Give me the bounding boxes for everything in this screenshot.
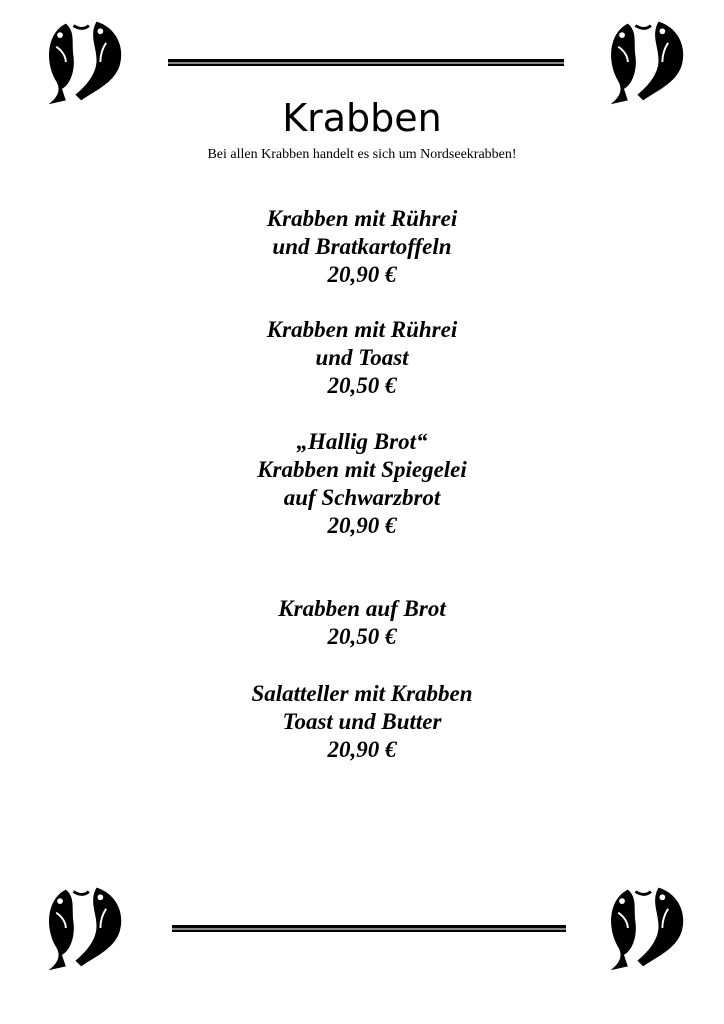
menu-item-price: 20,50 €: [327, 373, 397, 398]
fish-pair-icon: [598, 880, 696, 976]
fish-pair-icon: [36, 880, 134, 976]
menu-item-name-line: Krabben mit Spiegelei: [257, 457, 467, 482]
menu-item-price: 20,50 €: [327, 624, 397, 649]
menu-item-name-line: und Toast: [315, 345, 409, 370]
menu-item: [0, 205, 724, 289]
menu-item-name-line: „Hallig Brot“: [296, 429, 428, 454]
menu-item: [0, 595, 724, 651]
menu-item: [0, 680, 724, 764]
page-subtitle: Bei allen Krabben handelt es sich um Nordseekrabben!: [207, 147, 517, 162]
menu-item-name-line: Toast und Butter: [282, 709, 442, 734]
top-divider: [168, 59, 564, 66]
bottom-divider: [172, 925, 566, 932]
menu-item-name-line: Krabben mit Rührei: [266, 206, 458, 231]
menu-item-price: 20,90 €: [327, 737, 397, 762]
menu-item: [0, 316, 724, 400]
menu-item-name-line: Salatteller mit Krabben: [251, 681, 473, 706]
menu-item-name-line: Krabben auf Brot: [278, 596, 446, 621]
menu-item-price: 20,90 €: [327, 513, 397, 538]
page-title: Krabben: [282, 96, 442, 140]
menu-item-price: 20,90 €: [327, 262, 397, 287]
menu-item-name-line: Krabben mit Rührei: [266, 317, 458, 342]
menu-item: [0, 428, 724, 540]
menu-item-name-line: und Bratkartoffeln: [272, 234, 452, 259]
menu-item-name-line: auf Schwarzbrot: [283, 485, 441, 510]
